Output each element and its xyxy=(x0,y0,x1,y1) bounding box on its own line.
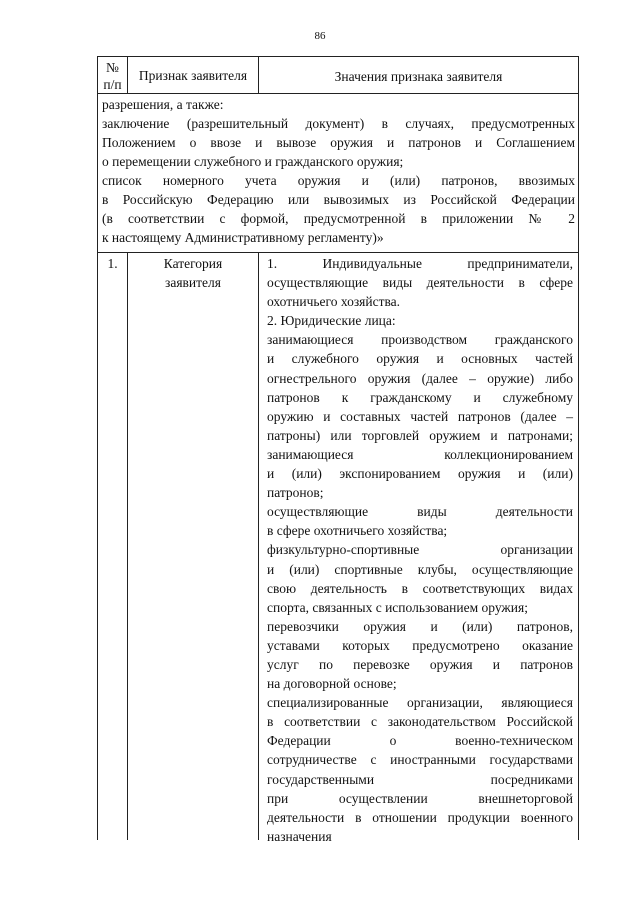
row-1-value-line: на договорной основе; xyxy=(267,676,397,692)
page-number: 86 xyxy=(314,30,326,42)
row-1-value-line: специализированные организации, являющиеся xyxy=(267,695,573,711)
continuation-text-line: заключение (разрешительный документ) в случаях, предусмотренных xyxy=(102,116,575,131)
row-1-value-line: 1. Индивидуальные предприниматели, xyxy=(267,256,573,271)
row-1-value-line: физкультурно-спортивные организации xyxy=(267,542,573,558)
row-separator-rule xyxy=(98,252,578,253)
continuation-text-line: к настоящему Административному регламенту)» xyxy=(102,230,384,245)
row-1-value-line: при осуществлении внешнеторговой xyxy=(267,790,573,806)
continuation-text-line: о перемещении служебного и гражданского оружия; xyxy=(102,154,404,169)
row-1-number: 1. xyxy=(107,256,118,271)
header-bottom-rule xyxy=(98,93,578,94)
row-1-value-line: свою деятельность в соответствующих видах xyxy=(267,580,573,596)
row-1-value-line: сотрудничестве с иностранными государствами xyxy=(267,752,573,768)
continuation-text-line: (в соответствии с формой, предусмотренной в приложении № 2 xyxy=(102,211,575,226)
continuation-text-line: в Российскую Федерацию или вывозимых из Российской Федерации xyxy=(102,192,575,207)
row-1-value-line: назначения xyxy=(267,828,332,844)
applicant-attributes-table xyxy=(97,56,579,844)
row-1-values xyxy=(267,254,573,846)
row-1-value-line: уставами которых предусмотрено оказание xyxy=(267,637,573,653)
row-1-value-line: услуг по перевозке оружия и патронов xyxy=(267,656,573,672)
row-1-value-line: деятельности в отношении продукции военного xyxy=(267,809,573,825)
column-divider-2-lower xyxy=(258,252,259,840)
row-1-attribute-line-2: заявителя xyxy=(165,275,221,290)
continuation-text-line: Положением о ввозе и вывозе оружия и патронов и Соглашением xyxy=(102,135,575,150)
row-1-value-line: занимающиеся производством гражданского xyxy=(267,332,573,348)
row-1-value-line: занимающиеся коллекционированием xyxy=(267,446,573,462)
row-1-value-line: оружию и составных частей патронов (далее – xyxy=(267,408,573,424)
header-number-abbr: п/п xyxy=(103,77,122,92)
row-1-value-line: в сфере охотничьего хозяйства; xyxy=(267,523,448,539)
row-1-attribute-line-1: Категория xyxy=(163,256,223,271)
continuation-text xyxy=(102,95,575,247)
row-1-value-line: патронов к гражданскому и служебному xyxy=(267,389,573,405)
continuation-text-line: разрешения, а также: xyxy=(102,97,224,112)
row-1-value-line: 2. Юридические лица: xyxy=(267,313,396,329)
row-1-value-line: и служебного оружия и основных частей xyxy=(267,351,573,367)
row-1-value-line: Федерации о военно-техническом xyxy=(267,733,573,749)
row-1-value-line: охотничьего хозяйства. xyxy=(267,294,401,310)
row-1-value-line: в соответствии с законодательством Российской xyxy=(267,714,573,730)
row-1-value-line: и (или) спортивные клубы, осуществляющие xyxy=(267,561,573,577)
header-values-cell: Значения признака заявителя xyxy=(334,69,503,84)
column-divider-1-lower xyxy=(127,252,128,840)
row-1-value-line: государственными посредниками xyxy=(267,771,573,787)
row-1-value-line: перевозчики оружия и (или) патронов, xyxy=(267,618,573,634)
header-number-symbol: № xyxy=(106,60,119,75)
row-1-value-line: патроны) или торговлей оружием и патронами; xyxy=(267,427,573,443)
row-1-value-line: осуществляющие виды деятельности xyxy=(267,504,573,520)
row-1-value-line: патронов; xyxy=(267,485,324,501)
row-1-value-line: огнестрельного оружия (далее – оружие) либо xyxy=(267,370,573,386)
header-number-cell xyxy=(98,59,127,93)
row-1-attribute xyxy=(128,254,258,292)
header-attribute-cell: Признак заявителя xyxy=(138,68,248,83)
row-1-value-line: и (или) экспонированием оружия и (или) xyxy=(267,466,573,482)
continuation-text-line: список номерного учета оружия и (или) патронов, ввозимых xyxy=(102,173,575,188)
row-1-value-line: спорта, связанных с использованием оружия; xyxy=(267,599,528,615)
row-1-value-line: осуществляющие виды деятельности в сфере xyxy=(267,275,573,291)
